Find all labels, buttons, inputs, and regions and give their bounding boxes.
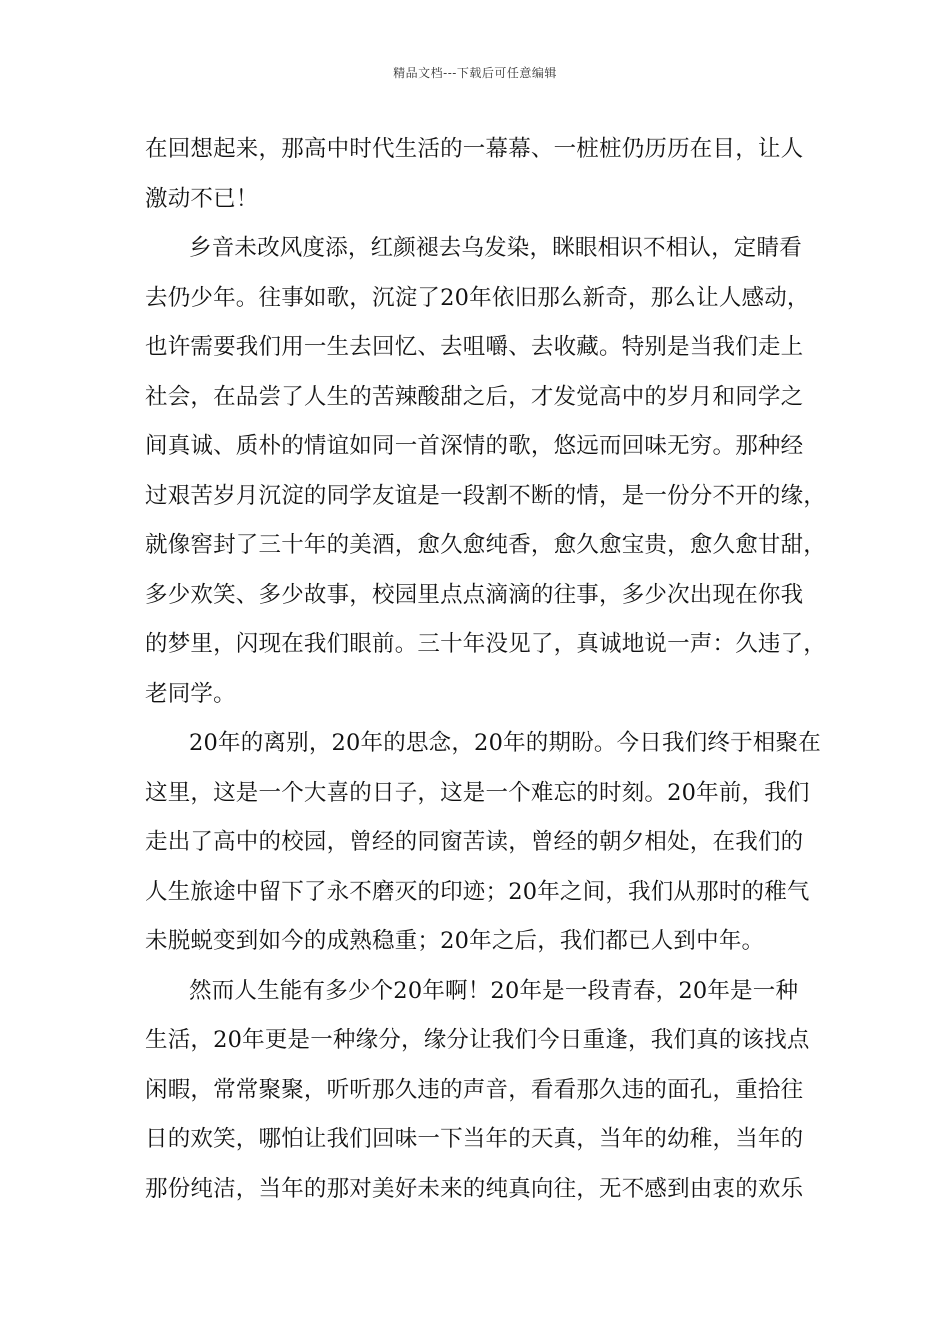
text-line: 间真诚、质朴的情谊如同一首深情的歌，悠远而回味无穷。那种经: [145, 433, 804, 459]
text-line: 那份纯洁，当年的那对美好未来的纯真向往，无不感到由衷的欢乐: [145, 1175, 804, 1202]
text-line: 生活，20年更是一种缘分，缘分让我们今日重逢，我们真的该找点: [145, 1027, 810, 1053]
text-line: 激动不已！: [145, 185, 259, 212]
text-line: 在回想起来，那高中时代生活的一幕幕、一桩桩仍历历在目，让人: [145, 136, 804, 162]
paragraph-start-line: 20年的离别，20年的思念，20年的期盼。今日我们终于相聚在: [189, 730, 821, 756]
paragraph-start-line: 然而人生能有多少个20年啊！20年是一段青春，20年是一种: [189, 977, 799, 1004]
text-line: 多少欢笑、多少故事，校园里点点滴滴的往事，多少次出现在你我: [145, 581, 804, 608]
page-header: 精品文档---下载后可任意编辑: [393, 66, 557, 80]
text-line: 就像窖封了三十年的美酒，愈久愈纯香，愈久愈宝贵，愈久愈甘甜，: [145, 532, 827, 558]
text-line: 闲暇，常常聚聚，听听那久违的声音，看看那久违的面孔，重拾往: [145, 1076, 804, 1103]
text-line: 这里，这是一个大喜的日子，这是一个难忘的时刻。20年前，我们: [145, 779, 810, 806]
text-line: 去仍少年。往事如歌，沉淀了20年依旧那么新奇，那么让人感动，: [145, 284, 810, 311]
text-line: 未脱蜕变到如今的成熟稳重；20年之后，我们都已人到中年。: [145, 928, 765, 954]
text-line: 老同学。: [145, 680, 236, 707]
text-line: 人生旅途中留下了永不磨灭的印迹；20年之间，我们从那时的稚气: [145, 878, 810, 905]
text-line: 也许需要我们用一生去回忆、去咀嚼、去收藏。特别是当我们走上: [145, 334, 804, 360]
text-line: 的梦里，闪现在我们眼前。三十年没见了，真诚地说一声：久违了，: [145, 631, 827, 657]
text-line: 日的欢笑，哪怕让我们回味一下当年的天真，当年的幼稚，当年的: [145, 1126, 804, 1152]
text-line: 走出了高中的校园，曾经的同窗苦读，曾经的朝夕相处，在我们的: [145, 829, 804, 855]
text-line: 社会，在品尝了人生的苦辣酸甜之后，才发觉高中的岁月和同学之: [145, 383, 804, 410]
body-text: [145, 125, 825, 1214]
paragraph-start-line: 乡音未改风度添，红颜褪去乌发染，眯眼相识不相认，定睛看: [189, 235, 802, 261]
text-line: 过艰苦岁月沉淀的同学友谊是一段割不断的情，是一份分不开的缘，: [145, 482, 827, 509]
